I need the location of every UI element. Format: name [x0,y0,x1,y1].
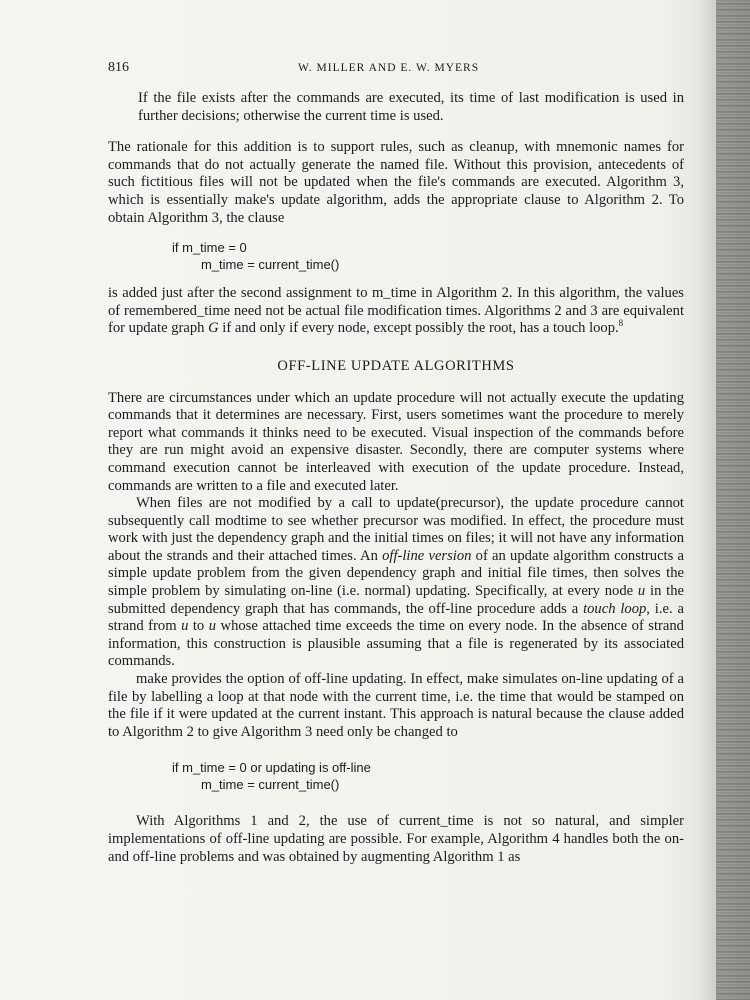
code-line: m_time = current_time() [201,777,340,793]
page-header [108,60,683,80]
paragraph-with-algorithms: With Algorithms 1 and 2, the use of current_time is not so natural, and simpler implementations of off-line updating are possible. For example, Algorithm 4 handles both the on- and off-line problems and was obtained by augmenting Algorithm 1 as [108,813,684,865]
text-run: whose attached time exceeds the time on every node. In the absence of strand information, this construction is plausible assuming that a file is regenerated by its associated commands. [108,618,684,670]
footnote-marker: 8 [618,318,624,329]
code-block-clause [172,239,684,273]
page-number: 816 [108,60,129,75]
text-run: is added just after the second assignment to m_time in Algorithm 2. In this algorithm, the values of remembered_time need not be actual file modification times. Algorithms 2 and 3 are equivalent for update graph [108,285,684,337]
text-run: in the submitted dependency graph that has commands, the off-line procedure adds a [108,583,684,617]
paragraph-added-clause [108,285,684,338]
paragraph-circumstances: There are circumstances under which an update procedure will not actually execute the updating commands that it determines are necessary. First, users sometimes want the procedure to merely report what commands it thinks need to be executed. Visual inspection of the commands before they are run might avoid an expensive disaster. Secondly, there are computer systems where command execution cannot be interleaved with execution of the update procedure. Instead, commands are written to a file and executed later. [108,389,684,494]
italic-G: G [208,320,219,337]
paragraph-file-exists: If the file exists after the commands are executed, its time of last modification is used in further decisions; otherwise the current time is used. [138,90,684,124]
emphasis-term: off-line version [382,547,472,564]
code-line: if m_time = 0 [172,240,247,256]
italic-variable: u [637,583,646,600]
text-run: , i.e. a strand from [108,600,684,635]
running-head: W. MILLER AND E. W. MYERS [298,62,480,74]
paragraph-when-files [108,495,684,671]
paragraph-rationale: The rationale for this addition is to support rules, such as cleanup, with mnemonic names for commands that do not actually generate the named file. Without this provision, antecedents of such fictitious files will not be updated when the file's commands are executed. Algorithm 3, which is essentially make's update algorithm, adds the appropriate clause to Algorithm 2. To obtain Algorithm 3, the clause [108,139,684,226]
text-run: When files are not modified by a call to update(precursor), the update procedure cannot subsequently call modtime to see whether precursor was modified. In effect, the procedure must work with just the dependency graph and the initial times on files; it will not have any information about the strands and their attached times. An [108,495,684,564]
code-line: m_time = current_time() [201,257,340,273]
body-text [108,90,684,866]
text-run: of an update algorithm constructs a simple update problem from the given dependency graph and initial file times, then solves the simple problem by simulating on-line (i.e. normal) updating. Specifically, at every node [108,547,684,600]
text-run: if and only if every node, except possibly the root, has a touch loop. [218,320,619,337]
emphasis-term: touch loop [583,600,647,617]
code-block-offline [172,759,684,793]
section-heading: OFF-LINE UPDATE ALGORITHMS [277,357,515,374]
code-line: if m_time = 0 or updating is off-line [172,760,371,776]
paragraph-make: make provides the option of off-line updating. In effect, make simulates on-line updating of a file by labelling a loop at that node with the current time, i.e. the time that would be stamped on the file if it were updated at the current instant. This approach is natural because the clause added to Algorithm 2 to give Algorithm 3 need only be changed to [108,671,684,740]
book-binding-shadow [716,0,750,1000]
text-run: to [188,618,209,635]
italic-variable: u [208,618,217,635]
italic-variable: u [181,618,189,635]
